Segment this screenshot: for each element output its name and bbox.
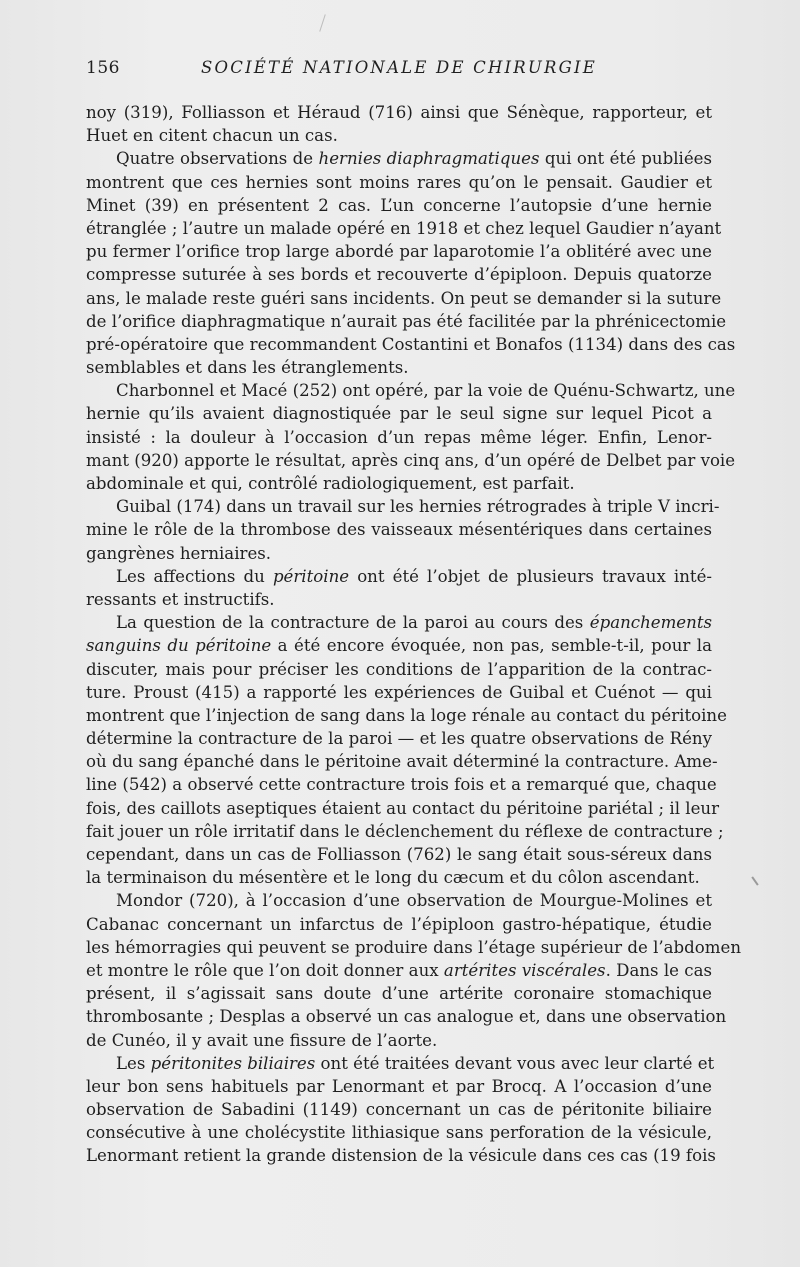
text-segment: de Cunéo, il y avait une fissure de l’aorte.	[86, 1030, 438, 1050]
text-line	[86, 495, 720, 518]
text-segment: où du sang épanché dans le péritoine avait déterminé la contracture. Ame-	[86, 752, 718, 772]
text-line	[86, 889, 712, 912]
text-segment: mant (920) apporte le résultat, après cinq ans, d’un opéré de Delbet par voie	[86, 450, 736, 470]
text-line	[86, 634, 712, 657]
text-line	[86, 1005, 727, 1028]
text-line	[86, 658, 712, 681]
text-line	[86, 217, 722, 240]
text-segment: Minet (39) en présentent 2 cas. L’un concerne l’autopsie d’une hernie	[86, 195, 712, 215]
text-line	[86, 588, 712, 611]
running-title: SOCIÉTÉ NATIONALE DE CHIRURGIE	[201, 58, 597, 77]
text-line	[86, 1144, 716, 1167]
text-segment: pu fermer l’orifice trop large abordé par laparotomie l’a oblitéré avec une	[86, 242, 712, 262]
text-line	[86, 866, 712, 889]
text-line	[86, 240, 712, 263]
text-segment: ans, le malade reste guéri sans incidents. On peut se demander si la suture	[86, 288, 722, 308]
text-line	[86, 1029, 712, 1052]
text-segment: leur bon sens habituels par Lenormant et par Brocq. A l’occasion d’une	[86, 1076, 712, 1096]
italic-text-segment: épanchements	[589, 613, 712, 633]
text-segment: semblables et dans les étranglements.	[86, 358, 409, 378]
text-segment: et montre le rôle que l’on doit donner aux	[86, 960, 444, 980]
text-line	[86, 959, 712, 982]
text-segment: ressants et instructifs.	[86, 589, 275, 609]
text-segment: abdominale et qui, contrôlé radiologiquement, est parfait.	[86, 474, 575, 493]
text-line	[86, 843, 712, 866]
body-text	[86, 101, 742, 1168]
text-segment: insisté : la douleur à l’occasion d’un repas même léger. Enfin, Lenor-	[86, 427, 712, 447]
text-line	[86, 333, 736, 356]
text-line	[86, 379, 736, 402]
text-line	[86, 1121, 712, 1144]
text-segment: Cabanac concernant un infarctus de l’épiploon gastro-hépatique, étudie	[86, 914, 712, 934]
text-line	[86, 611, 712, 634]
text-segment: montrent que ces hernies sont moins rares qu’on le pensait. Gaudier et	[86, 172, 712, 192]
text-segment: a été encore évoquée, non pas, semble-t-il, pour la	[271, 636, 712, 656]
text-segment: étranglée ; l’autre un malade opéré en 1918 et chez lequel Gaudier n’ayant	[86, 218, 722, 238]
scan-mark	[319, 14, 326, 31]
text-segment: La question de la contracture de la paroi au cours des	[116, 613, 590, 633]
text-line	[86, 472, 712, 495]
text-segment: mine le rôle de la thrombose des vaisseaux mésentériques dans certaines	[86, 520, 712, 540]
text-segment: montrent que l’injection de sang dans la loge rénale au contact du péritoine	[86, 705, 727, 725]
text-segment: Les	[116, 1053, 151, 1073]
text-segment: thrombosante ; Desplas a observé un cas analogue et, dans une observation	[86, 1007, 727, 1027]
italic-text-segment: hernies diaphragmatiques	[318, 149, 540, 169]
text-line	[86, 101, 712, 124]
text-segment: Guibal (174) dans un travail sur les hernies rétrogrades à triple V incri-	[116, 497, 720, 517]
text-segment: ont été l’objet de plusieurs travaux inté-	[349, 566, 713, 586]
text-line	[86, 727, 712, 750]
page-header	[86, 58, 712, 86]
text-line	[86, 565, 712, 588]
text-line	[86, 750, 718, 773]
text-line	[86, 287, 722, 310]
text-segment: pré-opératoire que recommandent Costantini et Bonafos (1134) dans des cas	[86, 334, 736, 354]
text-line	[86, 310, 727, 333]
italic-text-segment: péritonites biliaires	[150, 1053, 316, 1073]
text-segment: compresse suturée à ses bords et recouverte d’épiploon. Depuis quatorze	[86, 265, 712, 285]
text-segment: Charbonnel et Macé (252) ont opéré, par la voie de Quénu-Schwartz, une	[116, 381, 736, 401]
text-segment: ont été traitées devant vous avec leur clarté et	[315, 1053, 715, 1073]
text-line	[86, 773, 717, 796]
text-segment: fait jouer un rôle irritatif dans le déclenchement du réflexe de contracture ;	[86, 821, 724, 841]
text-segment: ture. Proust (415) a rapporté les expériences de Guibal et Cuénot — qui	[86, 682, 712, 702]
text-segment: gangrènes herniaires.	[86, 543, 272, 563]
text-segment: Mondor (720), à l’occasion d’une observation de Mourgue-Molines et	[116, 891, 712, 911]
text-line	[86, 1075, 712, 1098]
italic-text-segment: artérites viscérales	[443, 960, 606, 980]
text-segment: noy (319), Folliasson et Héraud (716) ainsi que Sénèque, rapporteur, et	[86, 103, 712, 122]
text-segment: line (542) a observé cette contracture trois fois et a remarqué que, chaque	[86, 775, 717, 795]
text-segment: Quatre observations de	[116, 149, 319, 169]
text-line	[86, 542, 712, 565]
text-segment: cependant, dans un cas de Folliasson (762) le sang était sous-séreux dans	[86, 845, 712, 864]
text-line	[86, 263, 712, 286]
italic-text-segment: péritoine	[272, 566, 350, 586]
text-segment: qui ont été publiées	[539, 149, 712, 169]
text-segment: présent, il s’agissait sans doute d’une artérite coronaire stomachique	[86, 984, 712, 1004]
text-line	[86, 194, 712, 217]
text-line	[86, 356, 712, 379]
text-segment: discuter, mais pour préciser les conditions de l’apparition de la contrac-	[86, 659, 712, 679]
text-segment: les hémorragies qui peuvent se produire dans l’étage supérieur de l’abdomen	[86, 937, 742, 957]
scan-mark	[751, 876, 758, 885]
text-line	[86, 171, 712, 194]
text-line	[86, 518, 712, 541]
page-number: 156	[86, 58, 120, 78]
text-line	[86, 449, 736, 472]
text-line	[86, 1052, 715, 1075]
text-segment: fois, des caillots aseptiques étaient au contact du péritoine pariétal ; il leur	[86, 798, 720, 818]
text-line	[86, 681, 712, 704]
text-segment: détermine la contracture de la paroi — et les quatre observations de Rény	[86, 729, 712, 749]
text-segment: Les affections du	[116, 566, 273, 586]
text-line	[86, 124, 712, 147]
text-line	[86, 820, 724, 843]
text-line	[86, 147, 712, 170]
text-line	[86, 704, 727, 727]
text-segment: de l’orifice diaphragmatique n’aurait pas été facilitée par la phrénicectomie	[86, 311, 727, 331]
text-segment: consécutive à une cholécystite lithiasique sans perforation de la vésicule,	[86, 1123, 712, 1143]
text-line	[86, 982, 712, 1005]
text-segment: . Dans le cas	[605, 960, 713, 980]
text-line	[86, 797, 720, 820]
text-segment: observation de Sabadini (1149) concernant un cas de péritonite biliaire	[86, 1100, 712, 1120]
text-segment: Huet en citent chacun un cas.	[86, 126, 338, 146]
text-line	[86, 426, 712, 449]
text-line	[86, 913, 712, 936]
text-segment: Lenormant retient la grande distension de la vésicule dans ces cas (19 fois	[86, 1146, 716, 1166]
text-line	[86, 402, 712, 425]
text-line	[86, 1098, 712, 1121]
text-line	[86, 936, 742, 959]
text-segment: la terminaison du mésentère et le long du cæcum et du côlon ascendant.	[86, 868, 700, 888]
text-segment: hernie qu’ils avaient diagnostiquée par le seul signe sur lequel Picot a	[86, 404, 712, 424]
italic-text-segment: sanguins du péritoine	[86, 636, 272, 656]
